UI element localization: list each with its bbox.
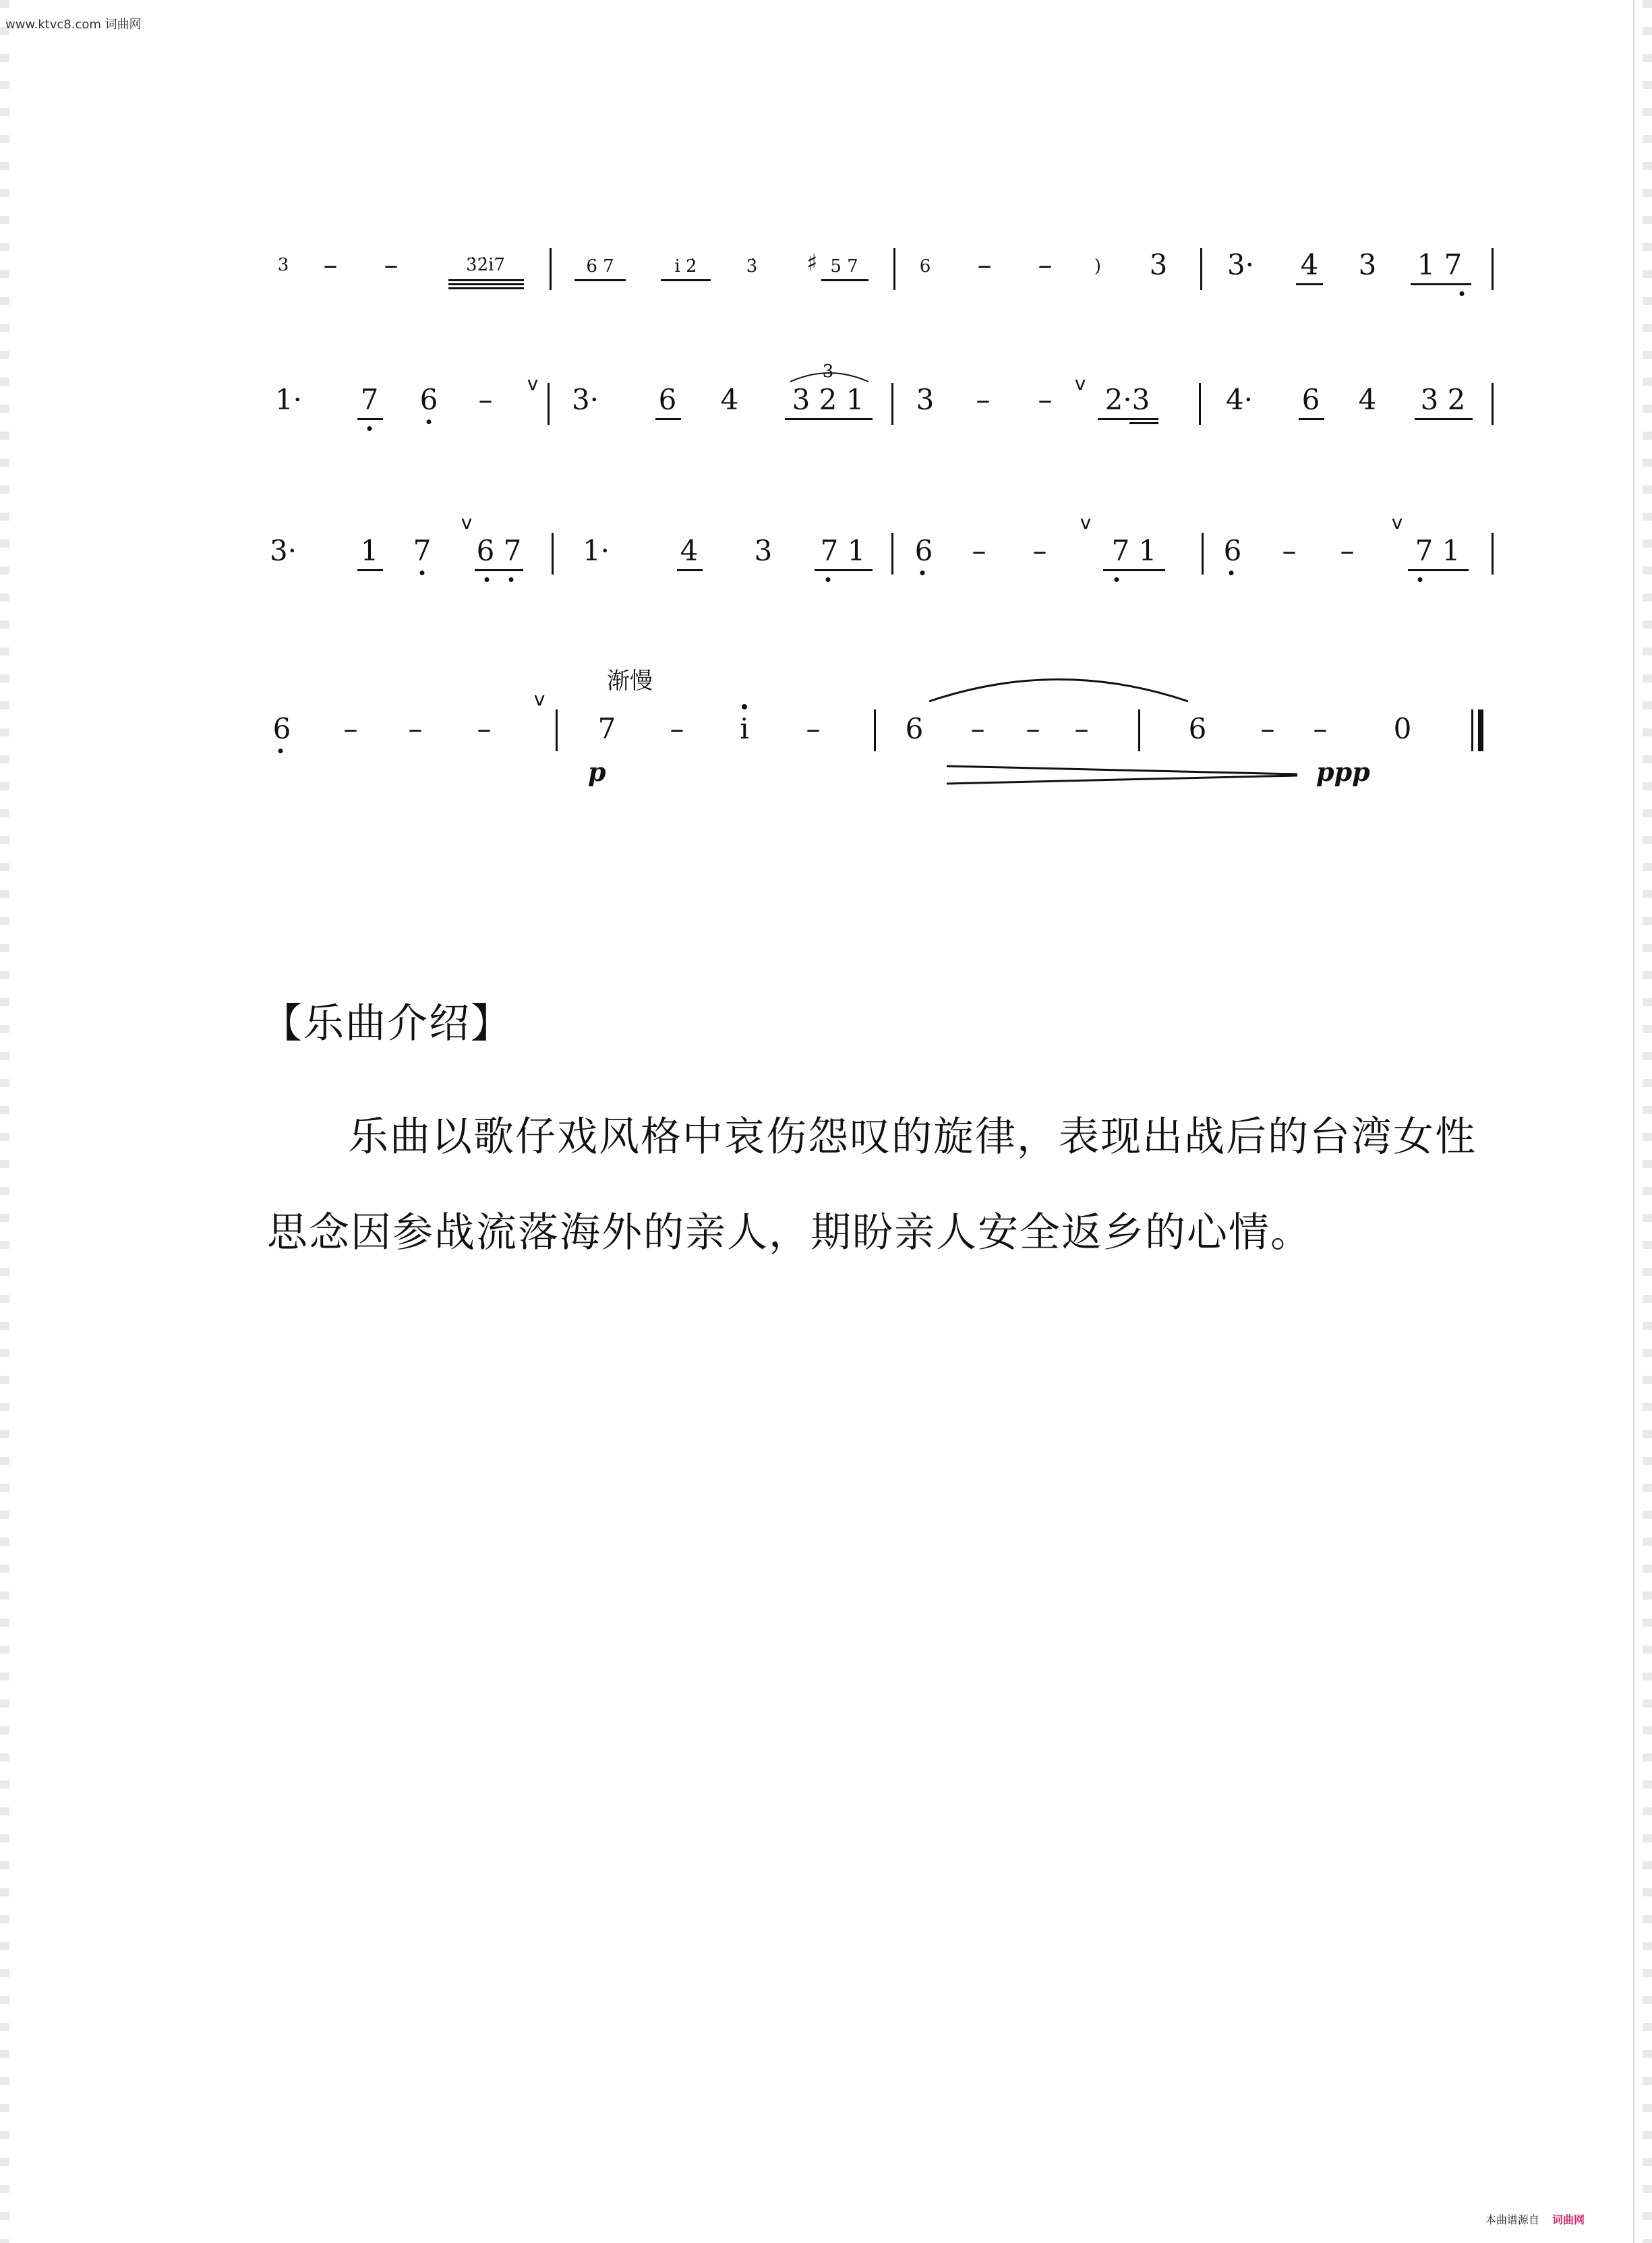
breath-mark: v <box>1391 511 1403 533</box>
note: 6 <box>658 383 677 416</box>
dash: – <box>1074 712 1089 745</box>
note: 2·3 <box>1104 383 1150 416</box>
dash: – <box>970 712 985 745</box>
note: i <box>740 712 749 745</box>
intro-paragraph: 乐曲以歌仔戏风格中哀伤怨叹的旋律，表现出战后的台湾女性思念因参战流落海外的亲人，期盼亲人安全返乡的心情。 <box>267 1113 1477 1256</box>
note: 3· <box>571 383 599 416</box>
dash: – <box>1260 712 1275 745</box>
dash: – <box>323 248 338 281</box>
hairpin-top <box>947 766 1297 774</box>
dash: – <box>1282 534 1297 567</box>
footer-brand <box>1485 2211 1585 2227</box>
breath-mark: v <box>461 511 473 533</box>
dash: – <box>1038 248 1053 281</box>
note: 1 <box>360 534 379 567</box>
note: 6 7 <box>586 256 614 276</box>
note: 1· <box>582 534 610 567</box>
dash: – <box>1038 383 1053 416</box>
note: 4· <box>1225 383 1253 416</box>
dash: – <box>1313 712 1328 745</box>
note: 6 <box>1301 383 1320 416</box>
site-header: www.ktvc8.com 词曲网 <box>5 18 142 32</box>
dash: – <box>408 712 423 745</box>
paren: ) <box>1094 256 1102 276</box>
dynamic-ppp: ppp <box>1316 757 1370 787</box>
dash: – <box>384 248 399 281</box>
note: 3 <box>754 534 773 567</box>
note: 3· <box>269 534 297 567</box>
dynamic-p: p <box>588 757 606 787</box>
footer-left-text: 本曲谱源自 <box>1485 2213 1539 2226</box>
dash: – <box>1032 534 1047 567</box>
note: 6 <box>905 712 924 745</box>
dash: – <box>477 712 492 745</box>
footer-brand-name: 词曲网 <box>1552 2213 1585 2226</box>
dash: – <box>977 248 992 281</box>
note: 6 <box>419 383 438 416</box>
breath-mark: v <box>533 688 545 710</box>
note: 7 <box>413 534 432 567</box>
triplet-bracket <box>790 373 868 382</box>
dash: – <box>976 383 991 416</box>
note: 3̇2̇i7 <box>466 255 505 275</box>
section-title: 【乐曲介绍】 <box>262 1000 512 1047</box>
note: 6 7 <box>476 534 522 567</box>
dash: – <box>343 712 358 745</box>
note: 3 <box>1358 248 1377 281</box>
note: 3 <box>277 255 289 275</box>
note: 7 1 <box>820 534 866 567</box>
final-barline-thin <box>1471 709 1473 751</box>
score-markings-svg <box>0 0 1652 809</box>
note: 3· <box>1227 248 1255 281</box>
dash: – <box>972 534 986 567</box>
note: 3 <box>916 383 935 416</box>
note: 3 2 1 <box>792 383 864 416</box>
note: 6 <box>919 256 931 276</box>
note: 6 <box>1223 534 1242 567</box>
note: 4 <box>1358 383 1377 416</box>
note: 6 <box>272 712 291 745</box>
note: i 2̇ <box>674 256 697 276</box>
breath-mark: v <box>527 372 539 395</box>
note: 4 <box>720 383 739 416</box>
note: 1· <box>274 383 303 416</box>
note: 4 <box>1300 248 1319 281</box>
dash: – <box>1026 712 1040 745</box>
tempo-marking: 渐慢 <box>607 668 653 695</box>
note: 4 <box>680 534 699 567</box>
breath-mark: v <box>1074 372 1086 395</box>
hairpin-bottom <box>947 776 1297 784</box>
sharp-sign: ♯ <box>806 250 818 276</box>
note: 3̇ <box>746 256 758 276</box>
dash: – <box>806 712 821 745</box>
note: 7 1 <box>1415 534 1461 567</box>
note: 0 <box>1393 712 1412 745</box>
note: 7 1 <box>1111 534 1157 567</box>
triplet-number: 3 <box>822 361 834 382</box>
dash: – <box>478 383 493 416</box>
breath-mark: v <box>1080 511 1092 533</box>
tie <box>929 680 1188 702</box>
note: 3 2 <box>1420 383 1466 416</box>
dash: – <box>670 712 684 745</box>
note: 7 <box>360 383 379 416</box>
note: 6 <box>1188 712 1207 745</box>
note: 1 7 <box>1417 248 1463 281</box>
note: 5 7 <box>830 256 858 276</box>
note: 6 <box>914 534 933 567</box>
dash: – <box>1340 534 1355 567</box>
note: 7 <box>597 712 616 745</box>
note: 3 <box>1149 248 1168 281</box>
high-octave-dot <box>742 704 747 709</box>
